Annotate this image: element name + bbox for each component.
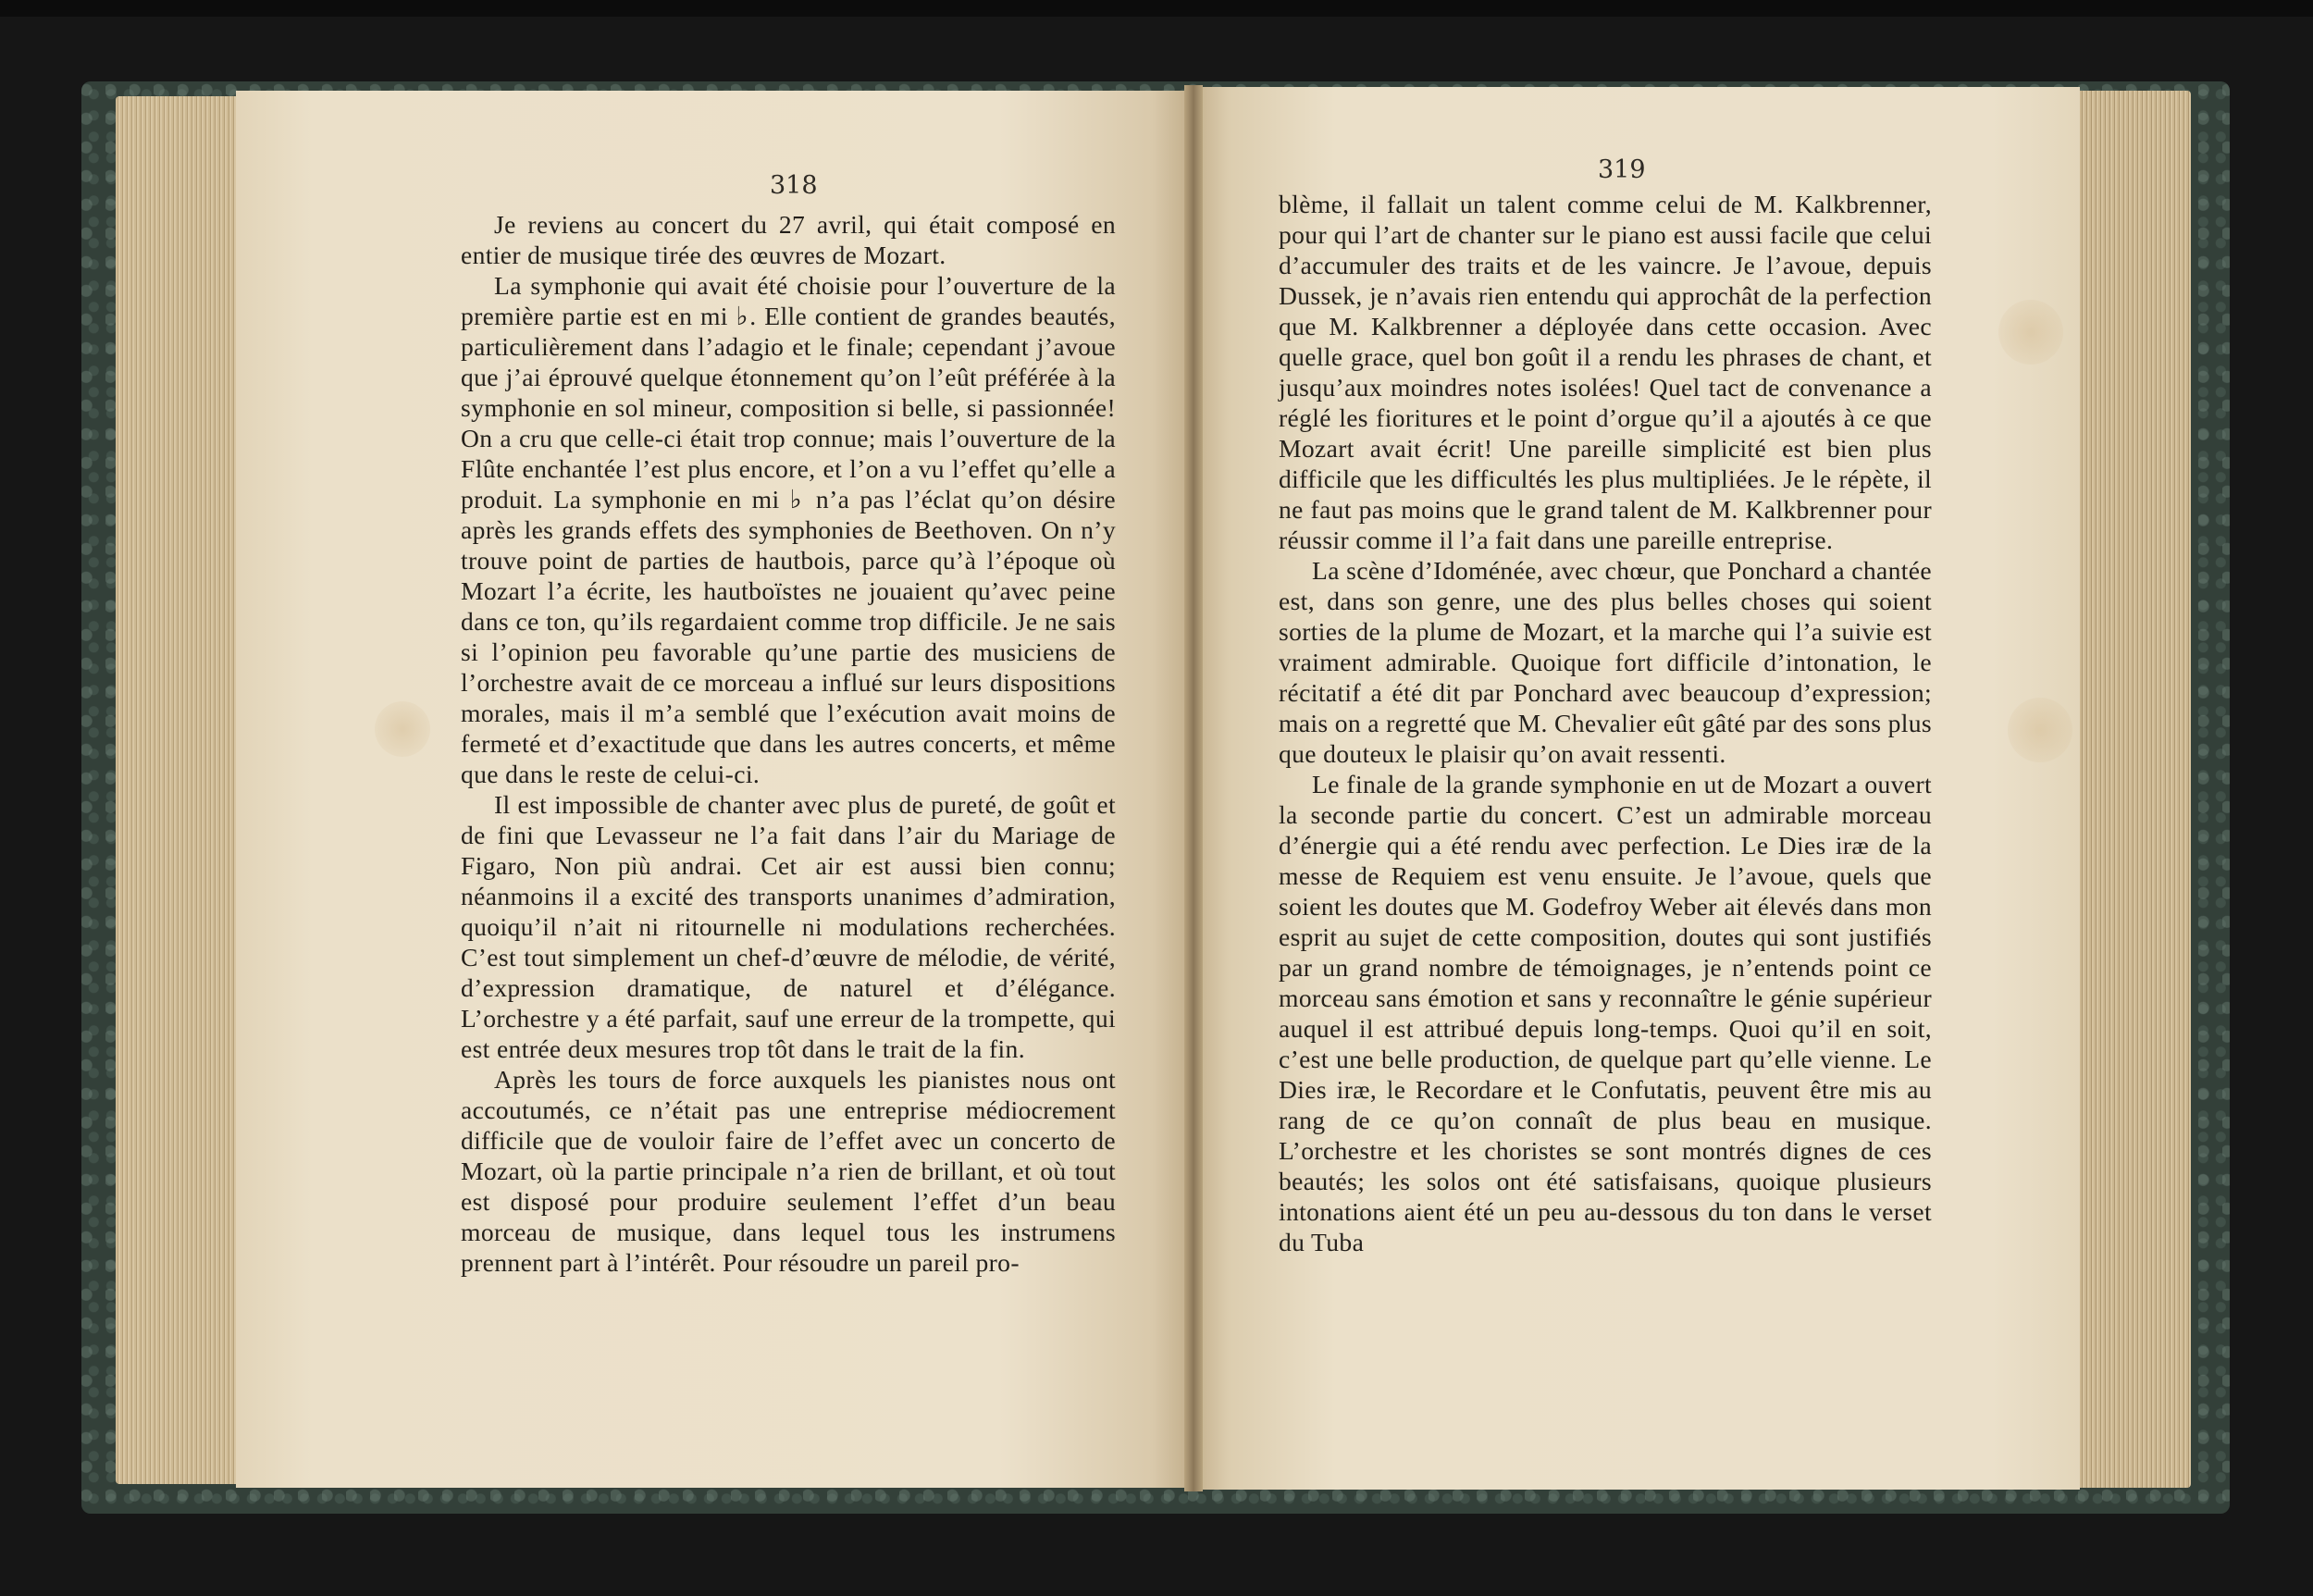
paragraph: Je reviens au concert du 27 avril, qui était composé en entier de musique tirée des œuvres de Mozart.: [461, 210, 1116, 269]
paragraph: Après les tours de force auxquels les pianistes nous ont accoutumés, ce n’était pas une entreprise médiocrement difficile que de vouloir faire de l’effet avec un concerto de Mozart, où la partie principale n’a rien de brillant, et où tout est disposé pour produire seulement l’effet d’un beau morceau de musique, dans lequel tous les instrumens prennent part à l’intérêt. Pour résoudre un pareil pro-: [461, 1065, 1116, 1277]
scan-background: [0, 0, 2313, 17]
paragraph: Le finale de la grande symphonie en ut de Mozart a ouvert la seconde partie du concert. C’est un admirable morceau d’énergie qui a été rendu avec perfection. Le Dies iræ de la messe de Requiem est venu ensuite. Je l’avoue, quels que soient les doutes que M. Godefroy Weber ait élevés dans mon esprit au sujet de cette composition, doutes qui sont justifiés par un grand nombre de témoignages, je n’entends point ce morceau sans émotion et sans y reconnaître le génie supérieur auquel il est attribué depuis long-temps. Quoi qu’il en soit, c’est une belle production, de quelque part qu’elle vienne. Le Dies iræ, le Recordare et le Confutatis, peuvent être mis au rang de ce qu’on connaît de plus beau en musique. L’orchestre et les choristes se sont montrés dignes de ces beautés; les solos ont été satisfaisans, quoique plusieurs intonations aient été un peu au-dessous du ton dans le verset du Tuba: [1279, 770, 1932, 1256]
paragraph: Il est impossible de chanter avec plus de pureté, de goût et de fini que Levasseur ne l’a fait dans l’air du Mariage de Figaro, Non più andrai. Cet air est aussi bien connu; néanmoins il a excité des transports unanimes d’admiration, quoiqu’il n’ait ni ritournelle ni modulations recherchées. C’est tout simplement un chef-d’œuvre de mélodie, de vérité, d’expression dramatique, de naturel et d’élégance. L’orchestre y a été parfait, sauf une erreur de la trompette, qui est entrée deux mesures trop tôt dans le trait de la fin.: [461, 790, 1116, 1063]
paragraph: blème, il fallait un talent comme celui de M. Kalkbrenner, pour qui l’art de chanter sur le piano est aussi facile que celui d’accumuler des traits et de les vaincre. Je l’avoue, depuis Dussek, je n’avais rien entendu qui approchât de la perfection que M. Kalkbrenner a déployée dans cette occasion. Avec quelle grace, quel bon goût il a rendu les phrases de chant, et jusqu’aux moindres notes isolées! Quel tact de convenance a réglé les fioritures et le point d’orgue qu’il a ajoutés à ce que Mozart avait écrit! Une pareille simplicité est bien plus difficile que les difficultés les plus multipliées. Je le répète, il ne faut pas moins que le grand talent de M. Kalkbrenner pour réussir comme il l’a fait dans une pareille entreprise.: [1279, 190, 1932, 554]
left-page-text: [461, 209, 1116, 1278]
paragraph: La scène d’Idoménée, avec chœur, que Ponchard a chantée est, dans son genre, une des plus belles choses qui soient sorties de la plume de Mozart, et la marche qui l’a suivie est vraiment admirable. Quoique fort difficile d’intonation, le récitatif a été dit par Ponchard avec beaucoup d’expression; mais on a regretté que M. Chevalier eût gâté par des sons plus que douteux le plaisir qu’on avait ressenti.: [1279, 556, 1932, 768]
paper-stain: [1998, 300, 2063, 365]
book-gutter: [1184, 85, 1203, 1491]
right-page-text: [1279, 189, 1932, 1257]
right-page-edges: [2071, 91, 2191, 1488]
page-number-right: 319: [1598, 155, 1646, 184]
page-number-left: 318: [770, 171, 818, 200]
paper-stain: [2008, 698, 2072, 762]
paper-stain: [375, 701, 430, 757]
paragraph: La symphonie qui avait été choisie pour l’ouverture de la première partie est en mi ♭. Elle contient de grandes beautés, particulièrement dans l’adagio et le finale; cependant j’avoue que j’ai éprouvé quelque étonnement qu’on l’eût préférée à la symphonie en sol mineur, composition si belle, si passionnée! On a cru que celle-ci était trop connue; mais l’ouverture de la Flûte enchantée l’est plus encore, et l’on a vu l’effet qu’elle a produit. La symphonie en mi ♭ n’a pas l’éclat qu’on désire après les grands effets des symphonies de Beethoven. On n’y trouve point de parties de hautbois, parce qu’à l’époque où Mozart l’a écrite, les hautboïstes ne jouaient qu’avec peine dans ce ton, qu’ils regardaient comme trop difficile. Je ne sais si l’opinion peu favorable qu’une partie des musiciens de l’orchestre avait de ce morceau a influé sur leurs dispositions morales, mais il m’a semblé que l’exécution avait moins de fermeté et d’exactitude que dans les autres concerts, et même que dans le reste de celui-ci.: [461, 271, 1116, 788]
